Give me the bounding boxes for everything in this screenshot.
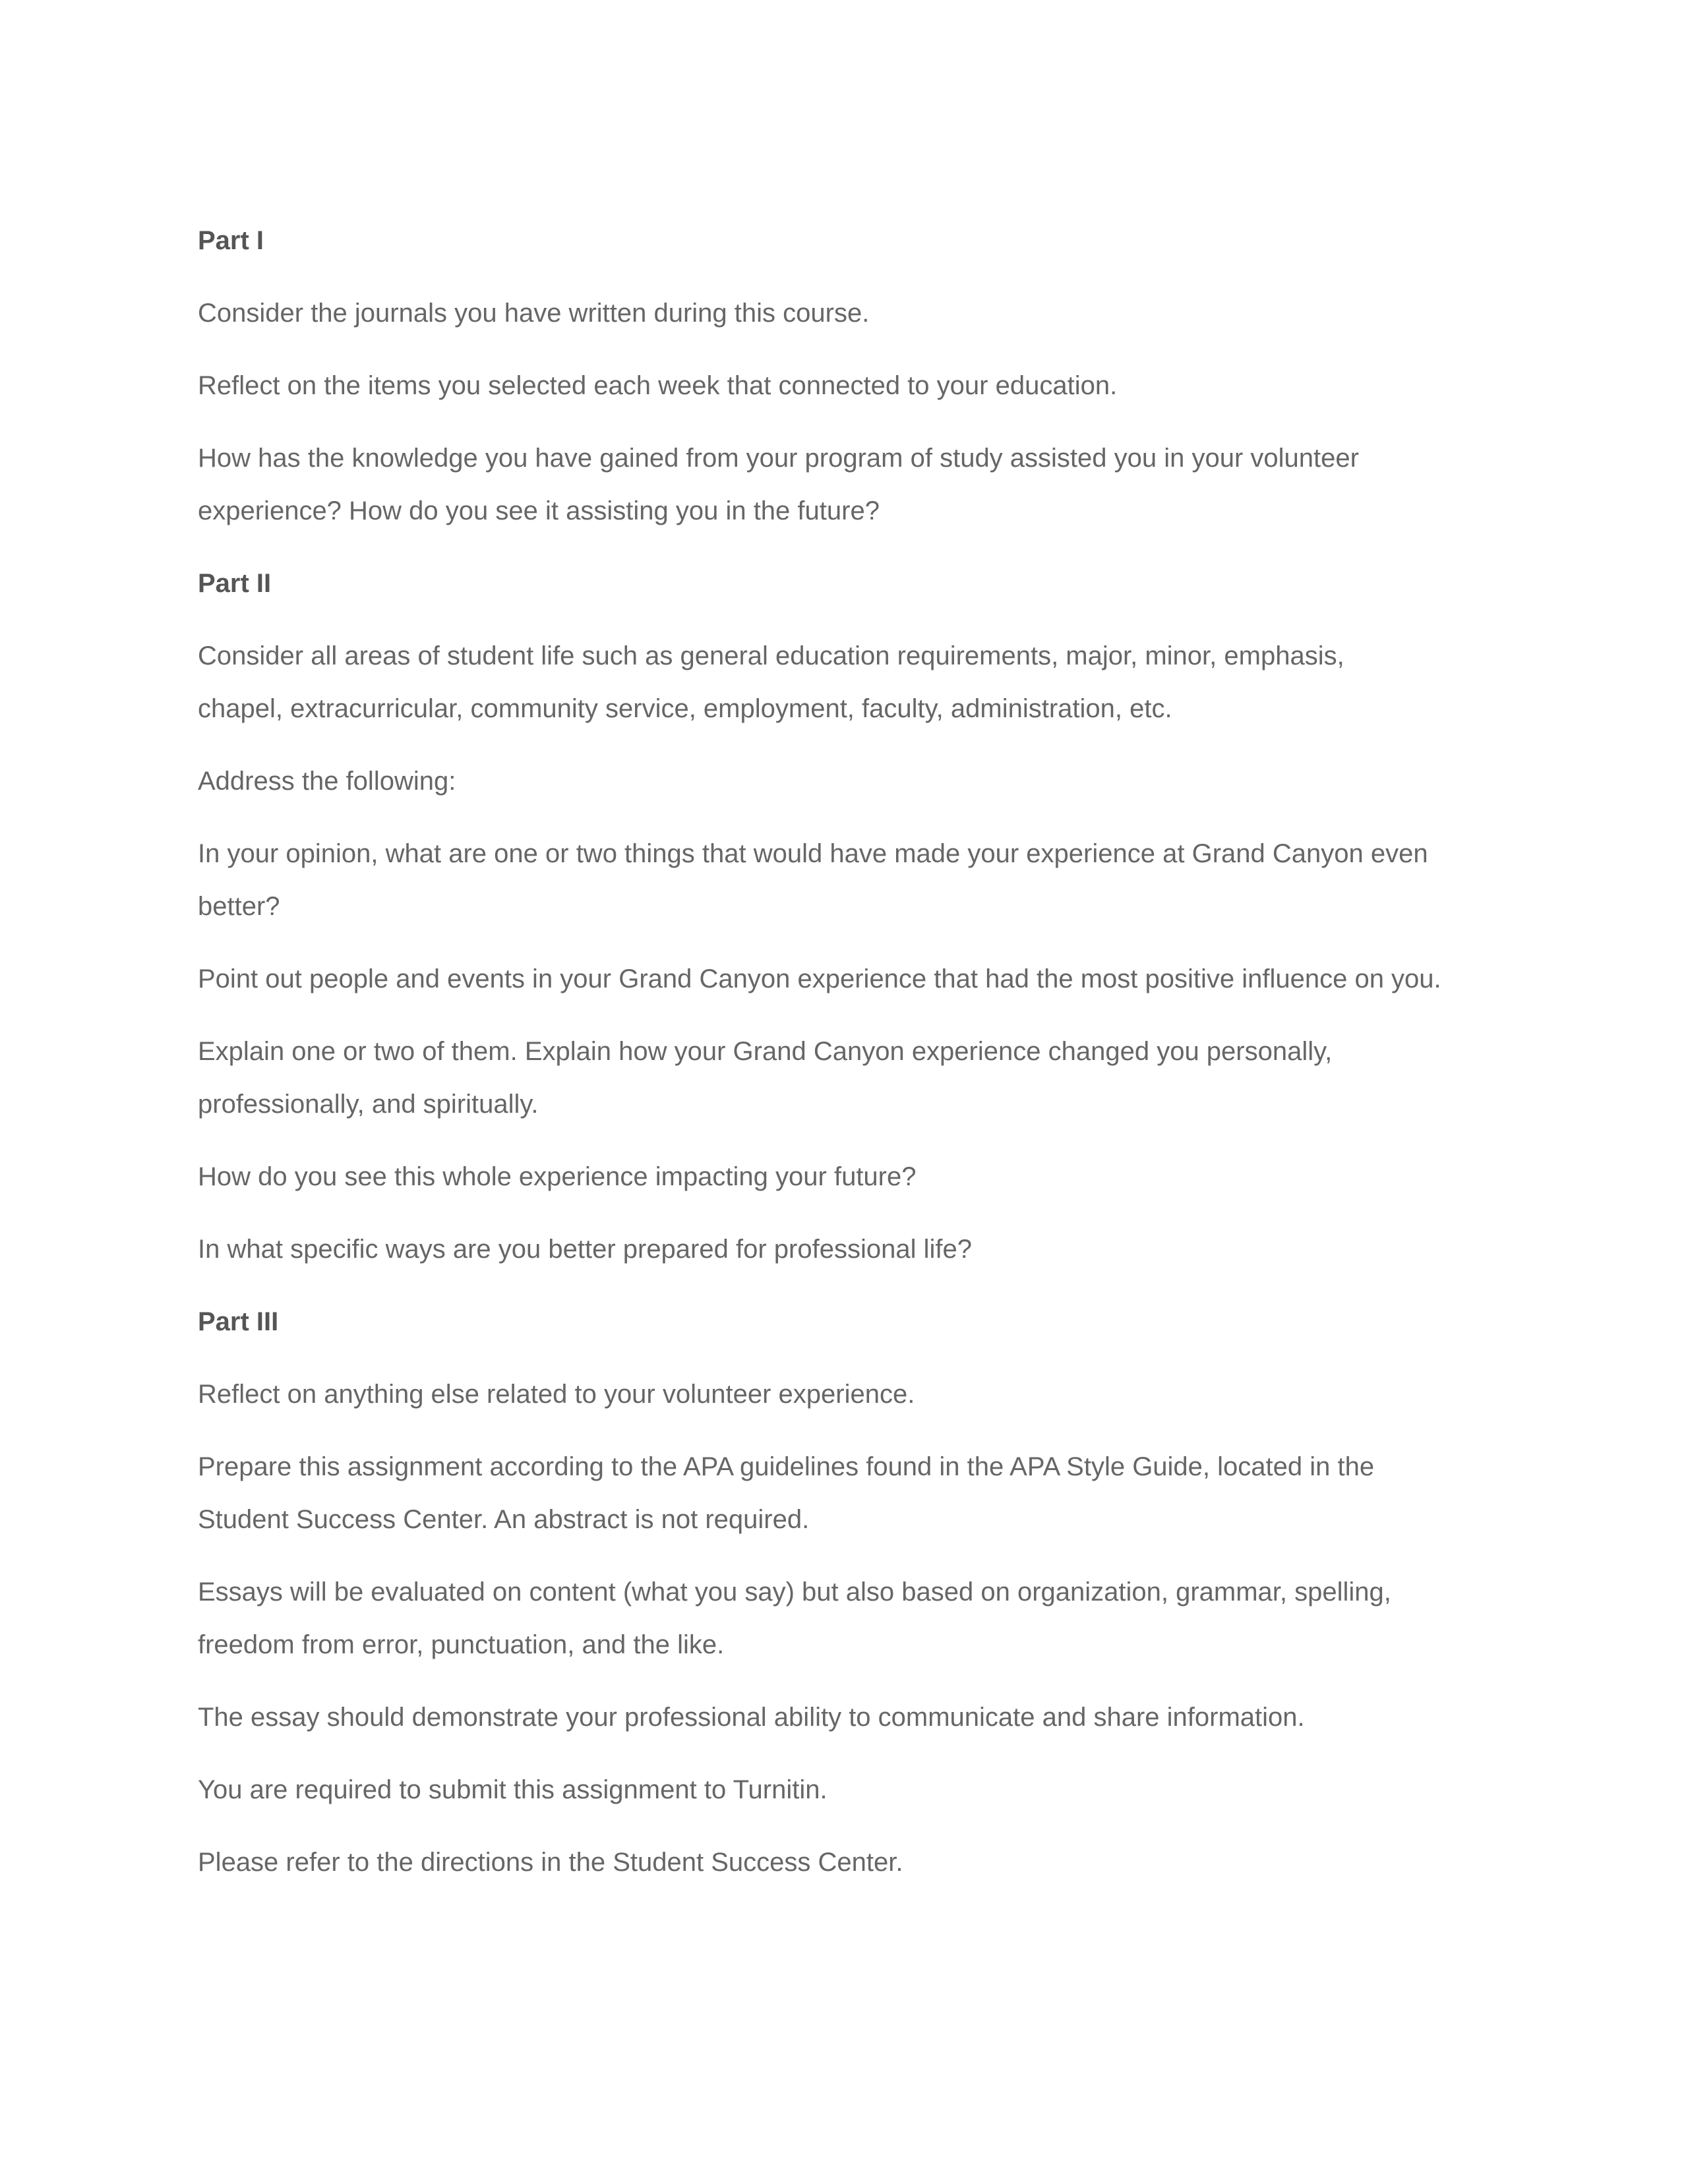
section-heading-part-1: Part I	[198, 226, 264, 255]
paragraph: Prepare this assignment according to the APA guidelines found in the APA Style Guide, located in the Student Success Center. An abstract is not required.	[198, 1452, 1375, 1534]
paragraph: Reflect on the items you selected each week that connected to your education.	[198, 371, 1118, 400]
paragraph: Reflect on anything else related to your volunteer experience.	[198, 1380, 915, 1409]
paragraph: Please refer to the directions in the Student Success Center.	[198, 1848, 903, 1877]
paragraph: Explain one or two of them. Explain how your Grand Canyon experience changed you personally, professionally, and spiritually.	[198, 1037, 1333, 1119]
paragraph: Consider the journals you have written during this course.	[198, 299, 870, 328]
paragraph: In what specific ways are you better prepared for professional life?	[198, 1235, 972, 1264]
section-heading-part-2: Part II	[198, 569, 272, 598]
paragraph: How do you see this whole experience impacting your future?	[198, 1162, 917, 1191]
paragraph: Address the following:	[198, 767, 456, 796]
paragraph: Consider all areas of student life such as general education requirements, major, minor, emphasis, chapel, extracurricular, community service, employment, faculty, administration, etc.	[198, 641, 1344, 723]
paragraph: Point out people and events in your Grand Canyon experience that had the most positive influence on you.	[198, 964, 1441, 993]
paragraph: You are required to submit this assignment to Turnitin.	[198, 1775, 828, 1804]
paragraph: How has the knowledge you have gained from your program of study assisted you in your volunteer experience? How do you see it assisting you in the future?	[198, 444, 1359, 525]
paragraph: Essays will be evaluated on content (what you say) but also based on organization, grammar, spelling, freedom from error, punctuation, and the like.	[198, 1578, 1391, 1659]
section-heading-part-3: Part III	[198, 1307, 279, 1336]
document-body	[198, 214, 1517, 1908]
paragraph: The essay should demonstrate your professional ability to communicate and share information.	[198, 1703, 1305, 1732]
paragraph: In your opinion, what are one or two things that would have made your experience at Grand Canyon even better?	[198, 839, 1428, 921]
